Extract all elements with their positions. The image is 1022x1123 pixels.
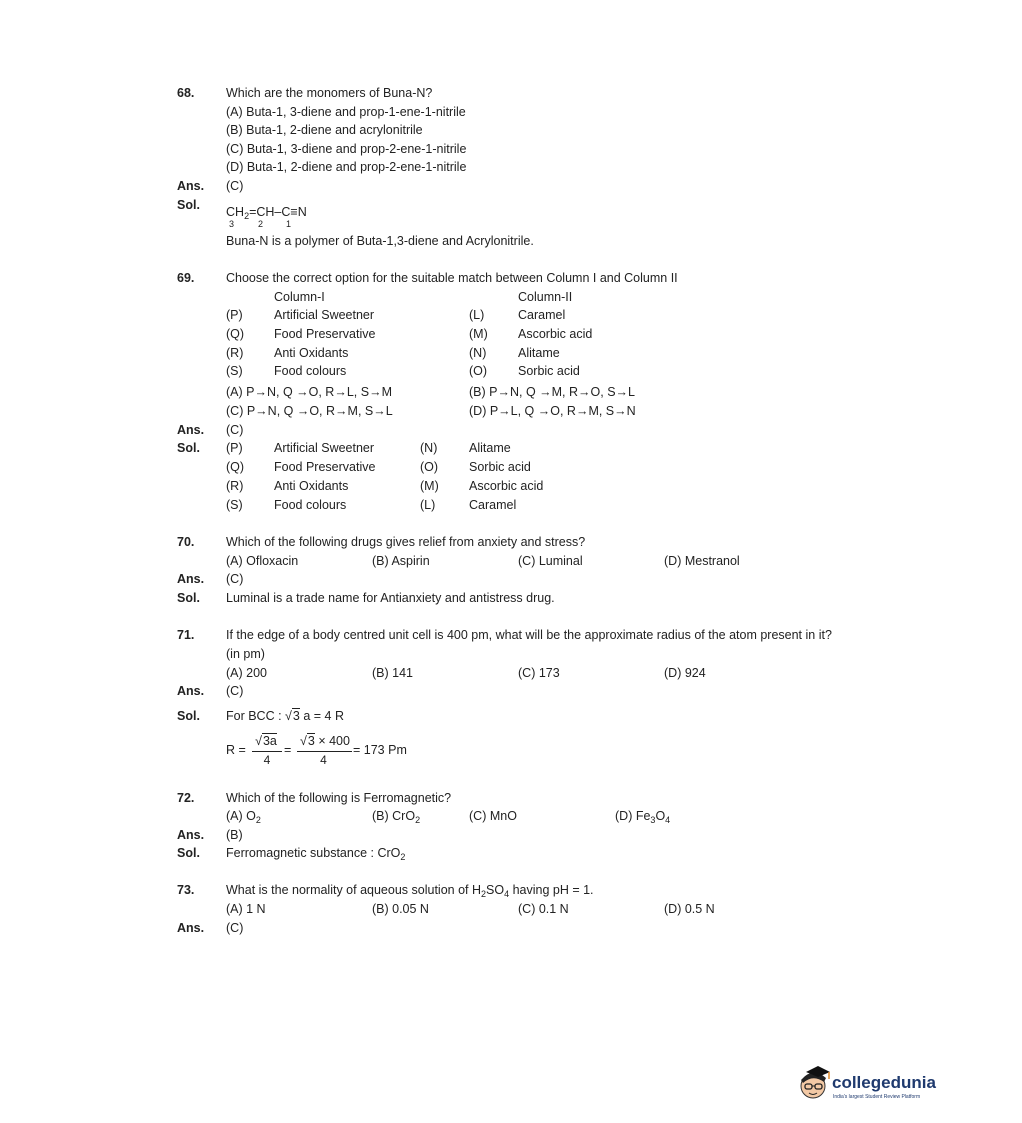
row-key: (N): [420, 441, 438, 455]
question-text: Which of the following drugs gives relief from anxiety and stress?: [226, 535, 586, 549]
question-text-cont: (in pm): [226, 647, 265, 661]
option-a: (A) 200: [226, 666, 267, 680]
column-header: Column-II: [518, 290, 573, 304]
logo-wordmark: collegedunia: [832, 1073, 936, 1092]
solution-label: Sol.: [177, 198, 200, 212]
carbon-number: 2: [258, 219, 264, 229]
row-key: (R): [226, 479, 244, 493]
option-d: (D) 924: [664, 666, 706, 680]
option-c: (C) 173: [518, 666, 560, 680]
question-text: What is the normality of aqueous solution of $H_2SO_4$ having pH = 1.: [226, 883, 594, 899]
row-value: Sorbic acid: [518, 364, 580, 378]
fraction-denominator: 4: [320, 753, 327, 767]
row-value: Anti Oxidants: [274, 479, 349, 493]
option-a: (A) 1 N: [226, 902, 266, 916]
row-key: (N): [469, 346, 487, 360]
option-d: (D) Buta-1, 2-diene and prop-2-ene-1-nitrile: [226, 160, 467, 174]
row-key: (R): [226, 346, 244, 360]
option-d: (D) P→L, Q →O, R→M, S→N: [469, 404, 636, 418]
r-label: R =: [226, 743, 246, 757]
row-key: (O): [469, 364, 488, 378]
column-header: Column-I: [274, 290, 325, 304]
option-a: (A) Buta-1, 3-diene and prop-1-ene-1-nitrile: [226, 105, 466, 119]
row-value: Artificial Sweetner: [274, 441, 375, 455]
equals-sign: =: [284, 743, 292, 757]
solution-label: Sol.: [177, 709, 200, 723]
row-value: Caramel: [469, 498, 517, 512]
option-c: (C) P→N, Q →O, R→M, S→L: [226, 404, 393, 418]
option-d: (D) 0.5 N: [664, 902, 715, 916]
fraction-denominator: 4: [263, 753, 271, 767]
option-c: (C) 0.1 N: [518, 902, 569, 916]
question-number: 68.: [177, 86, 195, 100]
row-value: Sorbic acid: [469, 460, 531, 474]
solution-text: Luminal is a trade name for Antianxiety and antistress drug.: [226, 591, 555, 605]
option-b: (B) P→N, Q →M, R→O, S→L: [469, 385, 635, 399]
option-b: (B) CrO$_2$: [372, 809, 421, 825]
question-number: 69.: [177, 271, 195, 285]
answer-value: (C): [226, 572, 244, 586]
question-text: Which of the following is Ferromagnetic?: [226, 791, 452, 805]
row-value: Alitame: [469, 441, 511, 455]
option-b: (B) 0.05 N: [372, 902, 429, 916]
option-a: (A) P→N, Q →O, R→L, S→M: [226, 385, 392, 399]
logo-tagline: India's largest Student Review Platform: [833, 1094, 921, 1100]
fraction-numerator: √3 × 400: [300, 734, 350, 748]
answer-value: (C): [226, 684, 244, 698]
answer-label: Ans.: [177, 684, 205, 698]
row-value: Food colours: [274, 498, 347, 512]
row-key: (P): [226, 441, 243, 455]
bcc-equation: For BCC : √3 a = 4 R: [226, 709, 344, 723]
option-b: (B) 141: [372, 666, 413, 680]
question-text: Which are the monomers of Buna-N?: [226, 86, 433, 100]
solution-label: Sol.: [177, 591, 200, 605]
option-c: (C) Buta-1, 3-diene and prop-2-ene-1-nitrile: [226, 142, 467, 156]
question-number: 72.: [177, 791, 195, 805]
option-d: (D) $Fe_3O_4$: [615, 809, 671, 825]
row-key: (S): [226, 498, 243, 512]
collegedunia-logo[interactable]: [796, 1064, 946, 1110]
row-value: Food Preservative: [274, 460, 376, 474]
row-key: (P): [226, 308, 243, 322]
formula: $CH_2=CH-C\equiv N$: [226, 205, 307, 221]
answer-value: (B): [226, 828, 243, 842]
answer-label: Ans.: [177, 423, 205, 437]
row-key: (L): [420, 498, 436, 512]
fraction-bar: [297, 751, 352, 752]
answer-value: (C): [226, 921, 244, 935]
fraction-numerator: √3a: [255, 734, 277, 748]
solution-label: Sol.: [177, 846, 200, 860]
row-key: (M): [420, 479, 439, 493]
row-value: Ascorbic acid: [518, 327, 593, 341]
option-d: (D) Mestranol: [664, 554, 740, 568]
fraction-bar: [252, 751, 282, 752]
option-c: (C) MnO: [469, 809, 517, 823]
row-key: (Q): [226, 327, 245, 341]
solution-text: Ferromagnetic substance : CrO$_2$: [226, 846, 406, 862]
question-text: Choose the correct option for the suitable match between Column I and Column II: [226, 271, 678, 285]
question-number: 71.: [177, 628, 195, 642]
student-mascot-icon: [796, 1064, 832, 1106]
option-b: (B) Aspirin: [372, 554, 430, 568]
row-value: Anti Oxidants: [274, 346, 349, 360]
solution-label: Sol.: [177, 441, 200, 455]
row-value: Ascorbic acid: [469, 479, 544, 493]
answer-label: Ans.: [177, 572, 205, 586]
row-value: Artificial Sweetner: [274, 308, 375, 322]
row-value: Food colours: [274, 364, 347, 378]
answer-value: (C): [226, 179, 244, 193]
row-key: (L): [469, 308, 485, 322]
solution-text: Buna-N is a polymer of Buta-1,3-diene and Acrylonitrile.: [226, 234, 534, 248]
row-value: Food Preservative: [274, 327, 376, 341]
carbon-number: 1: [286, 219, 292, 229]
row-key: (O): [420, 460, 439, 474]
answer-label: Ans.: [177, 828, 205, 842]
carbon-number: 3: [229, 219, 235, 229]
option-c: (C) Luminal: [518, 554, 583, 568]
question-number: 70.: [177, 535, 195, 549]
row-key: (Q): [226, 460, 245, 474]
answer-value: (C): [226, 423, 244, 437]
row-value: Caramel: [518, 308, 566, 322]
question-text: If the edge of a body centred unit cell is 400 pm, what will be the approximate radius of the atom present in it?: [226, 628, 832, 642]
answer-label: Ans.: [177, 921, 205, 935]
option-b: (B) Buta-1, 2-diene and acrylonitrile: [226, 123, 423, 137]
result: = 173 Pm: [353, 743, 407, 757]
option-a: (A) $O_2$: [226, 809, 261, 825]
question-number: 73.: [177, 883, 195, 897]
option-a: (A) Ofloxacin: [226, 554, 299, 568]
row-key: (S): [226, 364, 243, 378]
row-value: Alitame: [518, 346, 560, 360]
answer-label: Ans.: [177, 179, 205, 193]
row-key: (M): [469, 327, 488, 341]
